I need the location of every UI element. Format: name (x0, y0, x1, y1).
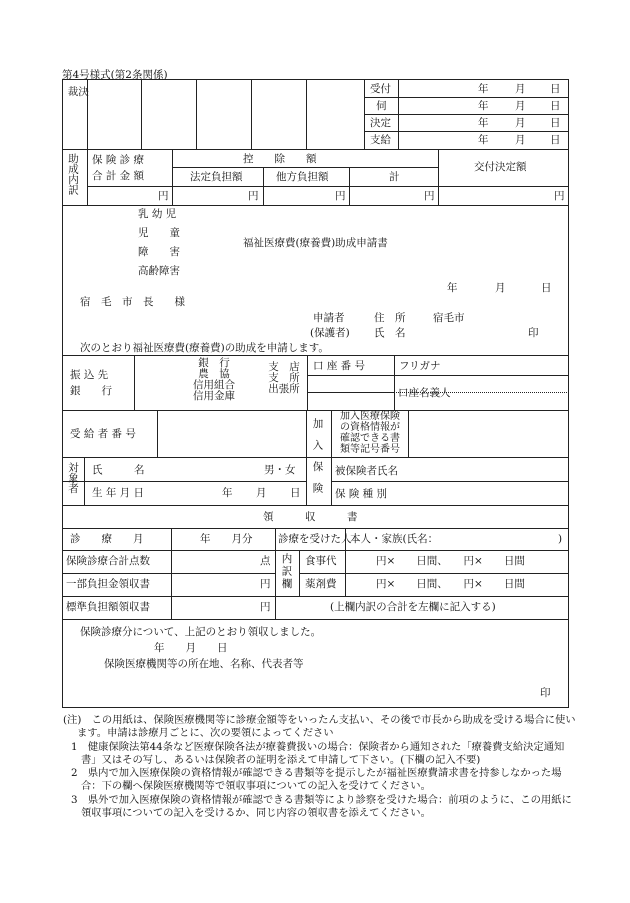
breakdown-label: 内訳欄 (280, 553, 293, 591)
applicant-label: 申請者 (313, 312, 345, 324)
insured-name-label: 被保険者氏名 (335, 465, 398, 477)
decision-title: 決裁 (66, 86, 89, 129)
form-number: 第4号様式(第2条関係) (62, 69, 168, 81)
treatment-month-value[interactable]: 年 月分 (200, 533, 253, 545)
seal-mark: 印 (528, 327, 539, 339)
birthdate-unit: 日 (290, 487, 301, 499)
bank-label: 銀 行 (70, 385, 112, 397)
application-statement: 次のとおり福祉医療費(療養費)の助成を申請します。 (80, 342, 329, 354)
subsidy-title: 助成内訳 (67, 153, 79, 195)
category-elderly-disability[interactable]: 高齢障害 (138, 265, 180, 277)
standard-burden-label: 標準負担額領収書 (66, 601, 150, 613)
application-title: 福祉医療費(療養費)助成申請書 (243, 237, 388, 249)
grant-amount-label: 交付決定額 (474, 161, 527, 173)
note-2: 2 県内で加入医療保険の資格情報が確認できる書類等を提示したが福祉医療費請求書を持参しなかった場合：下の欄へ保険医療機関等で領収事項についての記入を受けてください。 (71, 767, 562, 793)
receipt-title: 領 収 書 (263, 511, 358, 523)
legal-burden-label: 法定負担額 (190, 171, 243, 183)
birthdate-unit: 年 (222, 487, 233, 499)
target-person-label: 対象者 (67, 462, 79, 494)
yen-unit: 円 (335, 190, 346, 202)
yen-unit: 円 (158, 190, 169, 202)
points-label: 保険診療合計点数 (66, 555, 150, 567)
insurance-type-label: 保 険 種 別 (335, 488, 388, 500)
yen-unit: 円 (554, 190, 565, 202)
meal-label: 食事代 (305, 555, 337, 567)
yen-unit: 円 (248, 190, 259, 202)
transfer-label: 振 込 先 (70, 369, 109, 381)
drug-calc[interactable]: 円× 日間、 円× 日間 (376, 578, 525, 590)
target-name-label: 氏 名 (92, 464, 145, 476)
treatment-month-label: 診 療 月 (70, 533, 144, 545)
application-date: 日 (541, 282, 552, 294)
account-number-label: 口 座 番 号 (313, 360, 366, 372)
decision-row-label: 決定 (370, 117, 391, 129)
note-3: 3 県外で加入医療保険の資格情報が確認できる書類等により診察を受けた場合：前項のように、この用紙に領収事項についての記入を受けるか、同じ内容の領収書を添えてください。 (71, 793, 572, 820)
yen-unit: 円 (424, 190, 435, 202)
receipt-certification: 保険診療分について、上記のとおり領収しました。 (80, 626, 322, 638)
standard-burden-note: (上欄内訳の合計を左欄に記入する) (330, 601, 496, 613)
account-holder-label: 口座名義人 (398, 387, 451, 399)
application-date: 年 (447, 282, 458, 294)
points-unit: 点 (260, 555, 271, 567)
meal-calc[interactable]: 円× 日間、 円× 日間 (376, 555, 525, 567)
bank-type-options[interactable]: 銀 行 農 協 信用組合 信用金庫 (193, 357, 235, 402)
insurance-join-label: 加入保険 (311, 418, 324, 504)
drug-label: 薬剤費 (305, 578, 337, 590)
copay-label: 一部負担金領収書 (66, 578, 150, 590)
insurance-total-label: 保 険 診 療 (92, 154, 145, 166)
addressee: 宿 毛 市 長 様 (80, 296, 185, 308)
category-disability[interactable]: 障 害 (138, 246, 180, 258)
address-value[interactable]: 宿毛市 (433, 312, 465, 324)
address-label: 住 所 (374, 312, 406, 324)
recipient-number-label: 受 給 者 番 号 (70, 428, 136, 440)
gender-select[interactable]: 男・女 (264, 464, 296, 476)
birthdate-unit: 月 (256, 487, 267, 499)
applicant-name-label: 氏 名 (374, 327, 406, 339)
note-intro: (注) この用紙は、保険医療機関等に診療金額等をいったん支払い、その後で市長から助成を受ける場合に使います。申請は診療月ごとに、次の要領によってください (63, 714, 576, 740)
receipt-date[interactable]: 年 月 日 (154, 642, 228, 654)
branch-type-options[interactable]: 支 店 支 所 出張所 (268, 361, 300, 395)
birthdate-label: 生 年 月 日 (92, 487, 145, 499)
insurance-info-label: 加入医療保険 の資格情報が 確認できる書 類等記号番号 (340, 411, 400, 455)
category-child[interactable]: 児 童 (138, 227, 180, 239)
insurance-total-label: 合 計 金 額 (92, 170, 145, 182)
receipt-seal: 印 (540, 687, 551, 699)
total-label: 計 (389, 171, 400, 183)
decision-row-label: 受付 (370, 83, 391, 95)
application-date: 月 (495, 282, 506, 294)
furigana-label: フリガナ (399, 360, 441, 372)
category-infant[interactable]: 乳 幼 児 (138, 208, 177, 220)
decision-row-label: 支給 (370, 134, 391, 146)
other-burden-label: 他方負担額 (276, 171, 329, 183)
guardian-label: (保護者) (310, 327, 350, 339)
close-paren: ) (558, 533, 563, 545)
copay-unit: 円 (260, 578, 271, 590)
note-1: 1 健康保険法第44条など医療保険各法が療養費扱いの場合：保険者から通知された「療養費支給決定通知書」又はその写し、あるいは保険者の証明を添えて申請して下さい。(下欄の記入不要) (71, 740, 565, 766)
person-treated-value[interactable]: 本人・家族(氏名： (350, 533, 439, 545)
institution-label: 保険医療機関等の所在地、名称、代表者等 (104, 658, 304, 670)
deduction-label: 控 除 額 (243, 153, 317, 165)
decision-row-label: 伺 (376, 100, 387, 112)
person-treated-label: 診療を受けた人 (278, 533, 352, 545)
standard-burden-unit: 円 (260, 601, 271, 613)
notes (63, 714, 579, 820)
